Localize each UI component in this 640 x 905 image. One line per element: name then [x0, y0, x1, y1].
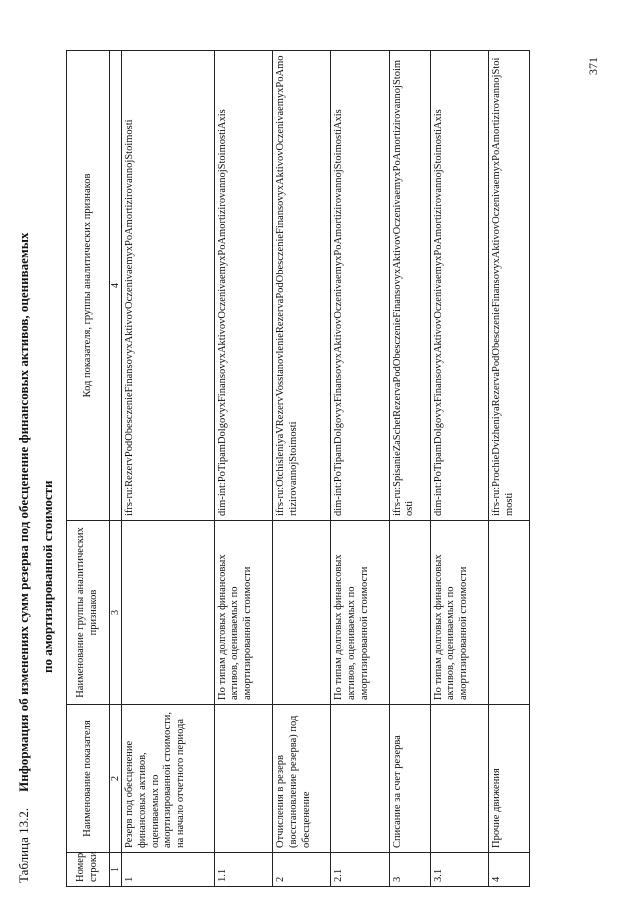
header-code: Код показателя, группы аналитических признаков	[67, 51, 110, 521]
row-number: 3.1	[430, 853, 488, 887]
row-number: 4	[488, 853, 529, 887]
caption-label: Таблица 13.2.	[16, 807, 31, 883]
group-name: По типам долговых финансовых активов, оцениваемых по амортизированной стоимости	[331, 521, 389, 705]
indicator-code: ifrs-ru:SpisanieZaSchetRezervaPodObesczenieFinansovyxAktivovOczenivaemyxPoAmortizirovannojStoimosti	[389, 51, 430, 521]
indicator-name: Отчисления в резерв (восстановление резерва) под обесценение	[272, 705, 330, 853]
table-row	[430, 51, 488, 887]
indicator-name	[331, 705, 389, 853]
group-name: По типам долговых финансовых активов, оцениваемых по амортизированной стоимости	[214, 521, 272, 705]
column-number: 4	[110, 51, 122, 521]
table-row	[488, 51, 529, 887]
column-number: 3	[110, 521, 122, 705]
row-number: 1.1	[214, 853, 272, 887]
column-number: 1	[110, 853, 122, 887]
group-name: По типам долговых финансовых активов, оцениваемых по амортизированной стоимости	[430, 521, 488, 705]
group-name	[122, 521, 215, 705]
indicator-code: ifrs-ru:ProchieDvizheniyaRezervaPodObesczenieFinansovyxAktivovOczenivaemyxPoAmortizirovannojStoimosti	[488, 51, 529, 521]
indicator-code: ifrs-ru:RezervPodObesczenieFinansovyxAktivovOczenivaemyxPoAmortizirovannojStoimosti	[122, 51, 215, 521]
indicator-name: Резерв под обесценение финансовых активов, оцениваемых по амортизированной стоимости, на начало отчетного периода	[122, 705, 215, 853]
table-row	[214, 51, 272, 887]
table-header-row	[67, 51, 110, 887]
row-number: 3	[389, 853, 430, 887]
indicator-name	[214, 705, 272, 853]
indicator-code: dim-int:PoTipamDolgovyxFinansovyxAktivovOczenivaemyxPoAmortizirovannojStoimostiAxis	[430, 51, 488, 521]
group-name	[389, 521, 430, 705]
header-group-name: Наименование группы аналитических признаков	[67, 521, 110, 705]
indicator-code: dim-int:PoTipamDolgovyxFinansovyxAktivovOczenivaemyxPoAmortizirovannojStoimostiAxis	[214, 51, 272, 521]
row-number: 2.1	[331, 853, 389, 887]
caption-title-line2: по амортизированной стоимости	[40, 480, 55, 673]
group-name	[488, 521, 529, 705]
group-name	[272, 521, 330, 705]
indicator-name: Прочие движения	[488, 705, 529, 853]
indicator-code: dim-int:PoTipamDolgovyxFinansovyxAktivovOczenivaemyxPoAmortizirovannojStoimostiAxis	[331, 51, 389, 521]
table-row	[331, 51, 389, 887]
indicators-table	[66, 50, 530, 887]
indicator-name: Списание за счет резерва	[389, 705, 430, 853]
header-row-number: Номер строки	[67, 853, 110, 887]
page-number: 371	[586, 57, 600, 75]
table-row	[389, 51, 430, 887]
table-row	[122, 51, 215, 887]
row-number: 2	[272, 853, 330, 887]
caption-title-line1: Информация об изменениях сумм резерва под обесценение финансовых активов, оцениваемых	[16, 232, 31, 792]
indicator-code: ifrs-ru:OtchisleniyaVRezervVosstanovlenieRezervaPodObesczenieFinansovyxAktivovOczenivaemyxPoAmortizirovannojStoimosti	[272, 51, 330, 521]
indicator-name	[430, 705, 488, 853]
table-row	[272, 51, 330, 887]
column-number-row	[110, 51, 122, 887]
column-number: 2	[110, 705, 122, 853]
table-caption	[12, 83, 60, 883]
header-indicator-name: Наименование показателя	[67, 705, 110, 853]
row-number: 1	[122, 853, 215, 887]
